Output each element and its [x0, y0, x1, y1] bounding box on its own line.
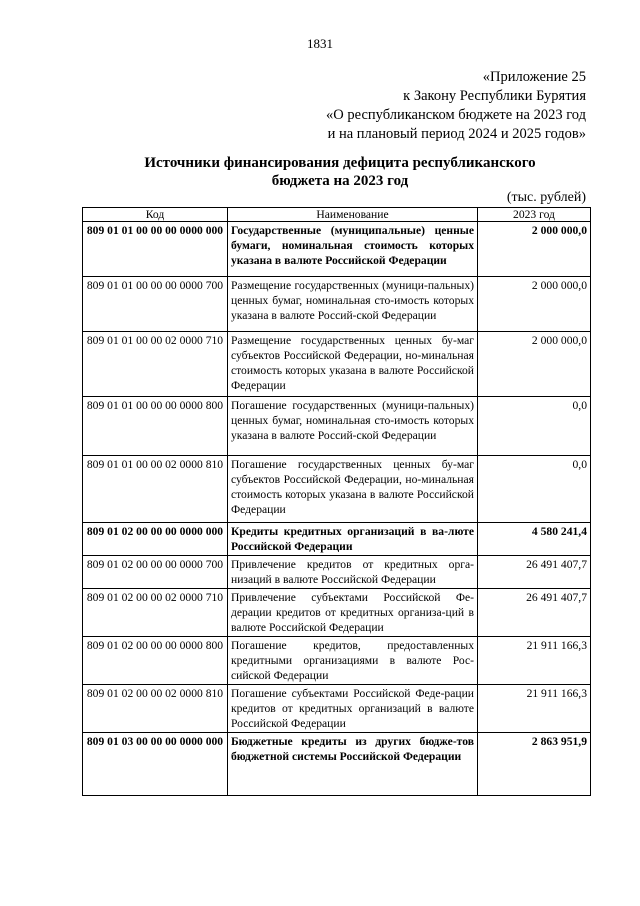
- row-code: 809 01 02 00 00 00 0000 800: [83, 637, 228, 685]
- row-code: 809 01 01 00 00 02 0000 810: [83, 456, 228, 523]
- row-name: Бюджетные кредиты из других бюдже-тов бюджетной системы Российской Федерации: [228, 733, 478, 796]
- row-value: 26 491 407,7: [478, 556, 591, 589]
- table-row: [83, 456, 591, 523]
- appendix-line: «Приложение 25: [482, 69, 586, 85]
- appendix-line: к Закону Республики Бурятия: [403, 88, 586, 104]
- header-year: 2023 год: [478, 208, 591, 222]
- appendix-reference: [326, 68, 586, 144]
- row-name: Привлечение кредитов от кредитных орга-низаций в валюте Российской Федерации: [228, 556, 478, 589]
- table-row: [83, 277, 591, 332]
- row-name: Государственные (муниципальные) ценные бумаги, номинальная стоимость которых указана в валюте Российской Федерации: [228, 222, 478, 277]
- page-bottom-margin: [0, 820, 640, 906]
- row-name: Кредиты кредитных организаций в ва-люте Российской Федерации: [228, 523, 478, 556]
- row-code: 809 01 02 00 00 02 0000 710: [83, 589, 228, 637]
- row-code: 809 01 02 00 00 00 0000 000: [83, 523, 228, 556]
- row-name: Погашение государственных (муници-пальных) ценных бумаг, номинальная сто-имость которых указана в валюте Россий-ской Федерации: [228, 397, 478, 456]
- row-value: 2 000 000,0: [478, 222, 591, 277]
- row-value: 4 580 241,4: [478, 523, 591, 556]
- row-value: 21 911 166,3: [478, 685, 591, 733]
- row-code: 809 01 02 00 00 00 0000 700: [83, 556, 228, 589]
- title-line: бюджета на 2023 год: [271, 173, 409, 189]
- document-title: [120, 154, 560, 190]
- appendix-line: «О республиканском бюджете на 2023 год: [326, 107, 586, 123]
- row-value: 2 000 000,0: [478, 277, 591, 332]
- row-code: 809 01 01 00 00 00 0000 800: [83, 397, 228, 456]
- table-row: [83, 733, 591, 796]
- table-row: [83, 332, 591, 397]
- page-number: 1831: [307, 36, 333, 51]
- table-header-row: [83, 208, 591, 222]
- row-name: Погашение субъектами Российской Феде-рации кредитов от кредитных организаций в валюте Российской Федерации: [228, 685, 478, 733]
- header-name: Наименование: [228, 208, 478, 222]
- row-code: 809 01 01 00 00 00 0000 700: [83, 277, 228, 332]
- row-name: Привлечение субъектами Российской Фе-дерации кредитов от кредитных организа-ций в валюте Российской Федерации: [228, 589, 478, 637]
- units-label: (тыс. рублей): [506, 190, 586, 205]
- row-name: Размещение государственных ценных бу-маг субъектов Российской Федерации, но-минальная стоимость которых указана в валюте Российской Федерации: [228, 332, 478, 397]
- row-value: 0,0: [478, 397, 591, 456]
- row-code: 809 01 03 00 00 00 0000 000: [83, 733, 228, 796]
- title-line: Источники финансирования дефицита республиканского: [144, 155, 536, 171]
- table-row: [83, 397, 591, 456]
- row-value: 26 491 407,7: [478, 589, 591, 637]
- table-row: [83, 556, 591, 589]
- row-value: 2 000 000,0: [478, 332, 591, 397]
- row-name: Погашение кредитов, предоставленных кредитными организациями в валюте Рос-сийской Федерации: [228, 637, 478, 685]
- row-code: 809 01 02 00 00 02 0000 810: [83, 685, 228, 733]
- table-row: [83, 523, 591, 556]
- row-name: Погашение государственных ценных бу-маг субъектов Российской Федерации, но-минальная стоимость которых указана в валюте Российской Федерации: [228, 456, 478, 523]
- row-name: Размещение государственных (муници-пальных) ценных бумаг, номинальная сто-имость которых указана в валюте Россий-ской Федерации: [228, 277, 478, 332]
- header-code: Код: [83, 208, 228, 222]
- appendix-line: и на плановый период 2024 и 2025 годов»: [327, 126, 586, 142]
- table-row: [83, 637, 591, 685]
- row-value: 2 863 951,9: [478, 733, 591, 796]
- row-code: 809 01 01 00 00 00 0000 000: [83, 222, 228, 277]
- table-row: [83, 589, 591, 637]
- table-row: [83, 222, 591, 277]
- row-code: 809 01 01 00 00 02 0000 710: [83, 332, 228, 397]
- row-value: 0,0: [478, 456, 591, 523]
- row-value: 21 911 166,3: [478, 637, 591, 685]
- financing-sources-table: [82, 207, 591, 796]
- table-row: [83, 685, 591, 733]
